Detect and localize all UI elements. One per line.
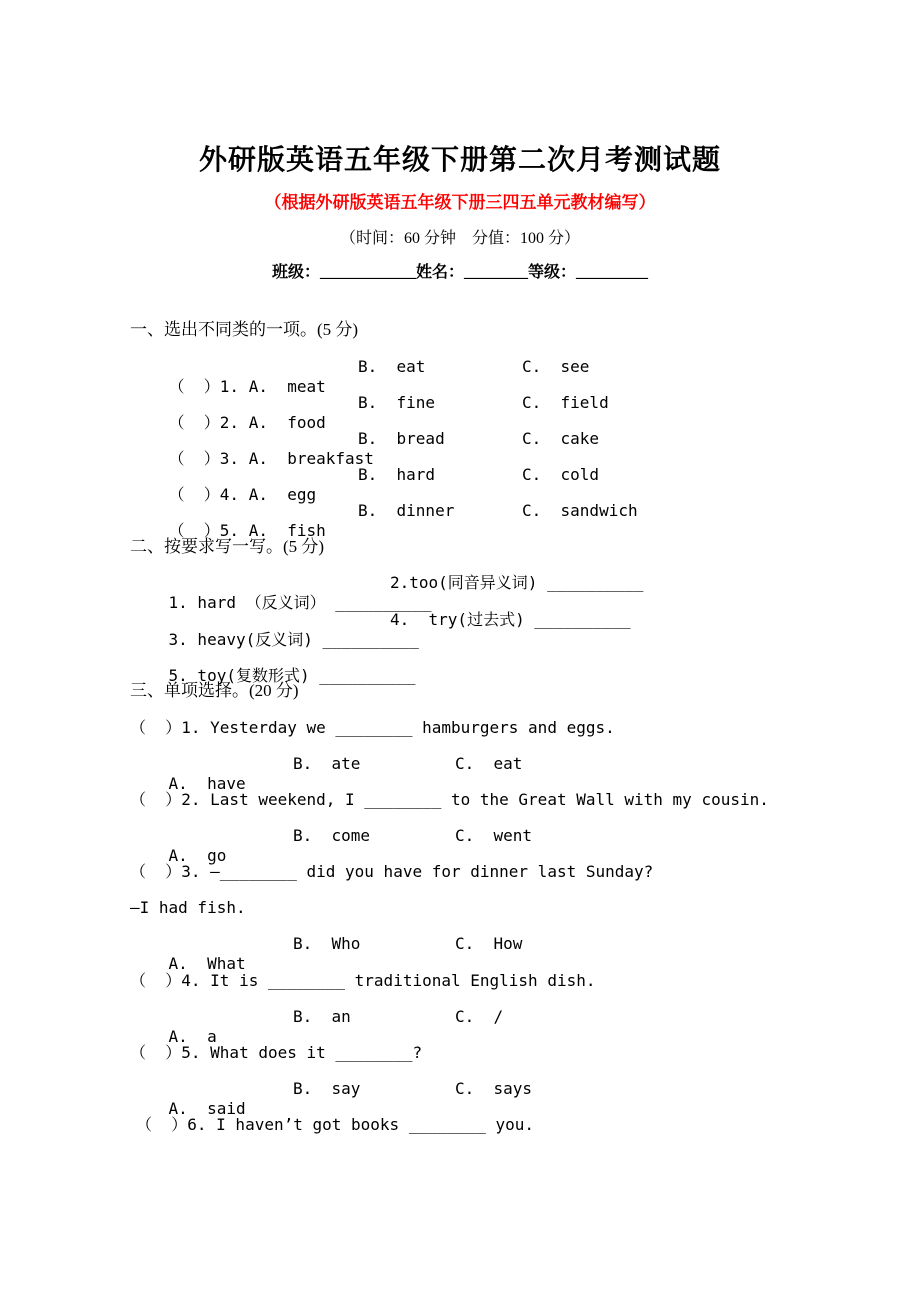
- option-c: C. eat: [455, 754, 523, 773]
- option-c: C. field: [522, 393, 609, 412]
- option-b: B. hard: [358, 465, 436, 484]
- option-a: （ ）2. A. food: [168, 413, 326, 432]
- section2-heading: 二、按要求写一写。(5 分): [130, 537, 325, 556]
- option-b: B. say: [293, 1079, 361, 1098]
- option-b: B. bread: [358, 429, 445, 448]
- option-a: A. said: [168, 1099, 246, 1118]
- fill-item-left: 1. hard （反义词） __________: [168, 593, 432, 612]
- option-a: A. a: [168, 1027, 217, 1046]
- option-a: （ ）1. A. meat: [168, 377, 326, 396]
- option-b: B. ate: [293, 754, 361, 773]
- option-a: （ ）4. A. egg: [168, 485, 317, 504]
- option-c: C. cold: [522, 465, 600, 484]
- option-c: C. went: [455, 826, 533, 845]
- section3-heading: 三、单项选择。(20 分): [130, 681, 299, 700]
- option-c: C. How: [455, 934, 523, 953]
- option-c: C. sandwich: [522, 501, 638, 520]
- page-subtitle: （根据外研版英语五年级下册三四五单元教材编写）: [264, 193, 656, 212]
- fill-item-right: 2.too(同音异义词) __________: [390, 573, 644, 592]
- fill-item-left: 5. toy(复数形式) __________: [168, 666, 416, 685]
- option-b: B. an: [293, 1007, 351, 1026]
- option-c: C. cake: [522, 429, 600, 448]
- fill-item-left: 3. heavy(反义词) __________: [168, 630, 419, 649]
- option-b: B. eat: [358, 357, 426, 376]
- question-line: （ ）1. Yesterday we ________ hamburgers and eggs.: [130, 718, 615, 737]
- name-grade-line: 班级：____________姓名：________等级：_________: [271, 264, 648, 281]
- question-line: （ ）3. —________ did you have for dinner last Sunday?: [130, 862, 654, 881]
- question-line: （ ）6. I haven’t got books ________ you.: [136, 1115, 535, 1134]
- option-c: C. says: [455, 1079, 533, 1098]
- option-a: （ ）5. A. fish: [168, 521, 326, 540]
- page-title: 外研版英语五年级下册第二次月考测试题: [198, 145, 721, 176]
- option-b: B. fine: [358, 393, 436, 412]
- option-a: A. have: [168, 774, 246, 793]
- answer-line: —I had fish.: [130, 898, 246, 917]
- option-b: B. Who: [293, 934, 361, 953]
- section1-heading: 一、选出不同类的一项。(5 分): [130, 320, 359, 339]
- exam-meta: （时间：60 分钟 分值：100 分）: [339, 230, 580, 247]
- option-a: A. go: [168, 846, 227, 865]
- question-line: （ ）5. What does it ________?: [130, 1043, 423, 1062]
- question-line: （ ）4. It is ________ traditional English dish.: [130, 971, 596, 990]
- option-c: C. see: [522, 357, 590, 376]
- option-a: （ ）3. A. breakfast: [168, 449, 374, 468]
- fill-item-right: 4. try(过去式) __________: [390, 610, 631, 629]
- option-b: B. come: [293, 826, 371, 845]
- question-line: （ ）2. Last weekend, I ________ to the Great Wall with my cousin.: [130, 790, 769, 809]
- option-b: B. dinner: [358, 501, 455, 520]
- option-a: A. What: [168, 954, 246, 973]
- option-c: C. /: [455, 1007, 504, 1026]
